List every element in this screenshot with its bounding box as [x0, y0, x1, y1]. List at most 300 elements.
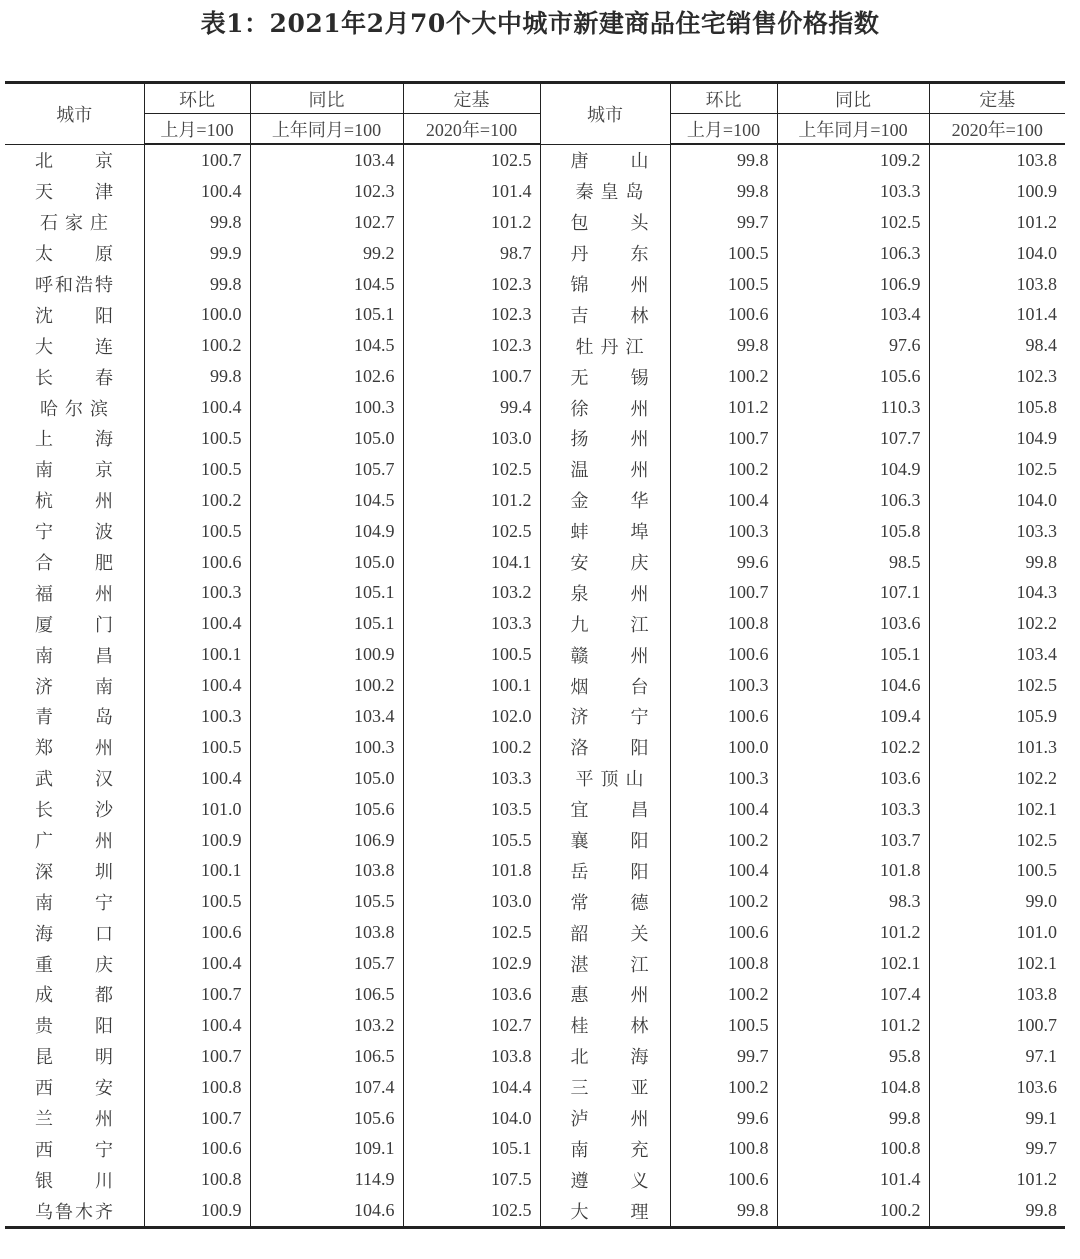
- city-name: 襄阳: [570, 831, 649, 852]
- city-cell: [5, 701, 144, 732]
- fixed-cell: 99.1: [929, 1103, 1065, 1134]
- yoy-cell: 105.6: [777, 361, 929, 392]
- city-name: 杭州: [35, 491, 113, 512]
- city-cell: [5, 516, 144, 547]
- mom-cell: 100.7: [144, 979, 250, 1010]
- fixed-cell: 100.2: [403, 732, 540, 763]
- fixed-base-right: 2020年=100: [929, 114, 1065, 145]
- city-cell: [5, 886, 144, 917]
- fixed-cell: 102.3: [403, 269, 540, 300]
- table-row: [5, 1041, 1065, 1072]
- city-name: 合肥: [35, 553, 113, 574]
- mom-cell: 100.5: [144, 423, 250, 454]
- yoy-cell: 107.1: [777, 577, 929, 608]
- mom-cell: 99.8: [670, 1195, 777, 1227]
- city-cell: [540, 794, 670, 825]
- fixed-cell: 105.1: [403, 1134, 540, 1165]
- city-cell: [540, 917, 670, 948]
- city-name: 南京: [35, 460, 113, 481]
- yoy-base-left: 上年同月=100: [250, 114, 403, 145]
- city-cell: [5, 238, 144, 269]
- city-cell: [5, 979, 144, 1010]
- city-name: 九江: [570, 614, 649, 635]
- city-name: 广州: [35, 831, 113, 852]
- yoy-cell: 104.5: [250, 485, 403, 516]
- mom-cell: 101.0: [144, 794, 250, 825]
- city-name: 三亚: [570, 1078, 649, 1099]
- mom-cell: 100.4: [144, 608, 250, 639]
- table-row: [5, 701, 1065, 732]
- yoy-cell: 104.5: [250, 330, 403, 361]
- mom-cell: 101.2: [670, 392, 777, 423]
- mom-cell: 100.1: [144, 639, 250, 670]
- city-cell: [540, 1041, 670, 1072]
- city-cell: [5, 454, 144, 485]
- city-cell: [540, 269, 670, 300]
- city-cell: [540, 1103, 670, 1134]
- city-name: 赣州: [570, 645, 649, 666]
- mom-cell: 100.4: [144, 763, 250, 794]
- city-name: 徐州: [570, 398, 649, 419]
- city-cell: [5, 763, 144, 794]
- fixed-cell: 102.5: [929, 670, 1065, 701]
- city-cell: [540, 1195, 670, 1227]
- mom-cell: 100.5: [144, 516, 250, 547]
- city-name: 上海: [35, 429, 113, 450]
- mom-cell: 100.5: [144, 886, 250, 917]
- yoy-cell: 100.3: [250, 392, 403, 423]
- yoy-cell: 104.9: [250, 516, 403, 547]
- city-name: 西宁: [35, 1139, 113, 1160]
- fixed-cell: 104.0: [929, 238, 1065, 269]
- city-name: 宜昌: [570, 800, 649, 821]
- fixed-header-right: 定基: [929, 83, 1065, 114]
- fixed-cell: 99.4: [403, 392, 540, 423]
- fixed-cell: 100.9: [929, 176, 1065, 207]
- city-name: 哈尔滨: [40, 398, 108, 419]
- yoy-cell: 105.7: [250, 948, 403, 979]
- city-cell: [540, 763, 670, 794]
- table-row: [5, 948, 1065, 979]
- fixed-cell: 103.8: [929, 144, 1065, 176]
- yoy-cell: 102.1: [777, 948, 929, 979]
- fixed-cell: 100.1: [403, 670, 540, 701]
- city-name: 洛阳: [570, 738, 649, 759]
- city-cell: [540, 238, 670, 269]
- mom-cell: 100.3: [670, 670, 777, 701]
- yoy-cell: 100.9: [250, 639, 403, 670]
- mom-cell: 100.6: [144, 1134, 250, 1165]
- yoy-cell: 103.6: [777, 608, 929, 639]
- fixed-cell: 99.0: [929, 886, 1065, 917]
- city-cell: [540, 361, 670, 392]
- mom-cell: 100.7: [144, 144, 250, 176]
- city-name: 包头: [570, 213, 649, 234]
- yoy-cell: 97.6: [777, 330, 929, 361]
- city-cell: [540, 1134, 670, 1165]
- header-row-top: [5, 83, 1065, 114]
- city-cell: [5, 608, 144, 639]
- city-name: 唐山: [570, 151, 649, 172]
- fixed-cell: 104.0: [403, 1103, 540, 1134]
- mom-cell: 99.9: [144, 238, 250, 269]
- yoy-cell: 105.6: [250, 794, 403, 825]
- yoy-cell: 98.3: [777, 886, 929, 917]
- city-name: 岳阳: [570, 861, 649, 882]
- table-row: [5, 763, 1065, 794]
- mom-cell: 100.4: [144, 670, 250, 701]
- city-cell: [540, 1164, 670, 1195]
- city-cell: [5, 825, 144, 856]
- fixed-cell: 99.8: [929, 1195, 1065, 1227]
- city-name: 济南: [35, 676, 113, 697]
- table-body: [5, 144, 1065, 1228]
- fixed-cell: 103.0: [403, 886, 540, 917]
- yoy-cell: 106.3: [777, 238, 929, 269]
- city-name: 遵义: [570, 1170, 649, 1191]
- city-cell: [5, 299, 144, 330]
- mom-cell: 100.3: [670, 763, 777, 794]
- yoy-cell: 114.9: [250, 1164, 403, 1195]
- mom-cell: 99.7: [670, 207, 777, 238]
- fixed-cell: 103.8: [929, 979, 1065, 1010]
- city-cell: [540, 855, 670, 886]
- city-name: 牡丹江: [575, 336, 644, 357]
- mom-cell: 100.2: [670, 1072, 777, 1103]
- city-cell: [5, 207, 144, 238]
- mom-cell: 99.8: [144, 269, 250, 300]
- city-name: 桂林: [570, 1016, 649, 1037]
- city-name: 南昌: [35, 645, 113, 666]
- yoy-cell: 103.4: [250, 144, 403, 176]
- table-row: [5, 825, 1065, 856]
- city-name: 贵阳: [35, 1016, 113, 1037]
- yoy-cell: 105.1: [250, 577, 403, 608]
- fixed-cell: 97.1: [929, 1041, 1065, 1072]
- yoy-cell: 100.8: [777, 1134, 929, 1165]
- table-row: [5, 639, 1065, 670]
- yoy-cell: 100.2: [777, 1195, 929, 1227]
- city-cell: [540, 485, 670, 516]
- city-name: 兰州: [35, 1109, 113, 1130]
- mom-cell: 100.1: [144, 855, 250, 886]
- city-cell: [5, 423, 144, 454]
- yoy-cell: 105.0: [250, 763, 403, 794]
- fixed-cell: 103.0: [403, 423, 540, 454]
- mom-cell: 100.8: [670, 1134, 777, 1165]
- city-cell: [5, 1041, 144, 1072]
- fixed-cell: 100.5: [929, 855, 1065, 886]
- city-cell: [540, 299, 670, 330]
- city-cell: [540, 176, 670, 207]
- city-header-right: 城市: [540, 83, 670, 145]
- table-title: 表1：2021年2月70个大中城市新建商品住宅销售价格指数: [200, 9, 880, 38]
- price-index-table: [5, 81, 1065, 1229]
- mom-cell: 100.4: [670, 794, 777, 825]
- city-name: 济宁: [570, 707, 649, 728]
- mom-cell: 100.0: [144, 299, 250, 330]
- fixed-cell: 101.4: [929, 299, 1065, 330]
- yoy-cell: 110.3: [777, 392, 929, 423]
- yoy-cell: 104.6: [777, 670, 929, 701]
- fixed-cell: 102.1: [929, 948, 1065, 979]
- mom-cell: 100.8: [144, 1164, 250, 1195]
- fixed-cell: 102.1: [929, 794, 1065, 825]
- yoy-cell: 102.6: [250, 361, 403, 392]
- mom-cell: 100.6: [670, 701, 777, 732]
- table-row: [5, 547, 1065, 578]
- city-name: 金华: [570, 491, 649, 512]
- mom-cell: 99.8: [144, 361, 250, 392]
- table-row: [5, 670, 1065, 701]
- yoy-cell: 101.2: [777, 1010, 929, 1041]
- table-row: [5, 144, 1065, 176]
- city-name: 蚌埠: [570, 522, 649, 543]
- mom-cell: 100.2: [144, 330, 250, 361]
- city-cell: [5, 670, 144, 701]
- table-row: [5, 1103, 1065, 1134]
- yoy-cell: 109.2: [777, 144, 929, 176]
- mom-cell: 100.4: [144, 392, 250, 423]
- yoy-cell: 99.8: [777, 1103, 929, 1134]
- city-name: 天津: [35, 182, 113, 203]
- mom-cell: 100.7: [144, 1041, 250, 1072]
- city-cell: [5, 176, 144, 207]
- city-cell: [540, 547, 670, 578]
- city-cell: [5, 1010, 144, 1041]
- fixed-cell: 102.0: [403, 701, 540, 732]
- city-name: 福州: [35, 583, 113, 604]
- city-name: 常德: [570, 892, 649, 913]
- yoy-cell: 98.5: [777, 547, 929, 578]
- city-name: 呼和浩特: [35, 275, 113, 295]
- fixed-cell: 102.9: [403, 948, 540, 979]
- mom-cell: 100.9: [144, 1195, 250, 1227]
- yoy-cell: 103.3: [777, 176, 929, 207]
- yoy-cell: 107.4: [777, 979, 929, 1010]
- table-row: [5, 855, 1065, 886]
- yoy-cell: 101.8: [777, 855, 929, 886]
- city-name: 沈阳: [35, 305, 113, 326]
- yoy-cell: 107.7: [777, 423, 929, 454]
- city-name: 武汉: [35, 769, 113, 790]
- city-cell: [540, 608, 670, 639]
- fixed-cell: 103.5: [403, 794, 540, 825]
- yoy-cell: 102.7: [250, 207, 403, 238]
- mom-cell: 100.4: [144, 1010, 250, 1041]
- city-cell: [540, 330, 670, 361]
- mom-cell: 100.5: [144, 732, 250, 763]
- city-cell: [5, 330, 144, 361]
- fixed-cell: 103.3: [929, 516, 1065, 547]
- city-cell: [540, 454, 670, 485]
- city-name: 宁波: [35, 522, 113, 543]
- yoy-cell: 105.6: [250, 1103, 403, 1134]
- table-row: [5, 485, 1065, 516]
- mom-cell: 100.6: [670, 917, 777, 948]
- fixed-cell: 101.4: [403, 176, 540, 207]
- city-name: 石家庄: [40, 213, 108, 234]
- mom-cell: 100.2: [670, 361, 777, 392]
- city-cell: [5, 1164, 144, 1195]
- fixed-cell: 102.5: [403, 917, 540, 948]
- yoy-cell: 105.5: [250, 886, 403, 917]
- yoy-cell: 103.4: [250, 701, 403, 732]
- city-name: 惠州: [570, 985, 649, 1006]
- fixed-cell: 103.3: [403, 763, 540, 794]
- city-cell: [540, 825, 670, 856]
- city-name: 无锡: [570, 367, 649, 388]
- fixed-cell: 101.3: [929, 732, 1065, 763]
- city-cell: [540, 670, 670, 701]
- fixed-cell: 107.5: [403, 1164, 540, 1195]
- fixed-cell: 102.5: [929, 825, 1065, 856]
- city-name: 吉林: [570, 305, 649, 326]
- city-name: 成都: [35, 985, 113, 1006]
- city-cell: [540, 392, 670, 423]
- yoy-cell: 103.8: [250, 855, 403, 886]
- city-name: 长春: [35, 367, 113, 388]
- fixed-cell: 101.2: [403, 485, 540, 516]
- city-name: 厦门: [35, 614, 113, 635]
- table-row: [5, 1195, 1065, 1227]
- city-name: 大理: [570, 1201, 649, 1222]
- table-row: [5, 392, 1065, 423]
- city-cell: [5, 577, 144, 608]
- yoy-cell: 103.7: [777, 825, 929, 856]
- mom-cell: 100.2: [670, 454, 777, 485]
- mom-cell: 100.7: [670, 423, 777, 454]
- yoy-cell: 101.4: [777, 1164, 929, 1195]
- city-cell: [5, 485, 144, 516]
- city-name: 平顶山: [575, 769, 644, 790]
- yoy-cell: 107.4: [250, 1072, 403, 1103]
- city-name: 锦州: [570, 275, 649, 295]
- yoy-cell: 104.5: [250, 269, 403, 300]
- yoy-cell: 105.1: [777, 639, 929, 670]
- fixed-cell: 103.6: [929, 1072, 1065, 1103]
- mom-cell: 100.0: [670, 732, 777, 763]
- city-cell: [540, 732, 670, 763]
- yoy-cell: 109.4: [777, 701, 929, 732]
- table-row: [5, 608, 1065, 639]
- yoy-cell: 104.6: [250, 1195, 403, 1227]
- table-row: [5, 454, 1065, 485]
- city-name: 大连: [35, 336, 113, 357]
- city-cell: [540, 144, 670, 176]
- city-cell: [540, 886, 670, 917]
- city-name: 乌鲁木齐: [35, 1201, 113, 1222]
- fixed-cell: 103.2: [403, 577, 540, 608]
- city-name: 泉州: [570, 583, 649, 604]
- mom-base-right: 上月=100: [670, 114, 777, 145]
- table-row: [5, 917, 1065, 948]
- mom-cell: 100.6: [144, 917, 250, 948]
- table-row: [5, 1164, 1065, 1195]
- mom-cell: 100.3: [144, 701, 250, 732]
- fixed-cell: 100.5: [403, 639, 540, 670]
- mom-cell: 99.8: [670, 176, 777, 207]
- city-name: 北京: [35, 151, 113, 172]
- city-cell: [5, 1134, 144, 1165]
- fixed-cell: 103.4: [929, 639, 1065, 670]
- mom-cell: 100.9: [144, 825, 250, 856]
- city-name: 昆明: [35, 1047, 113, 1068]
- header-row-base: [5, 114, 1065, 145]
- mom-cell: 100.4: [144, 948, 250, 979]
- city-name: 北海: [570, 1047, 649, 1068]
- fixed-cell: 104.0: [929, 485, 1065, 516]
- fixed-cell: 101.0: [929, 917, 1065, 948]
- city-cell: [5, 547, 144, 578]
- yoy-cell: 101.2: [777, 917, 929, 948]
- mom-cell: 100.7: [670, 577, 777, 608]
- city-cell: [540, 701, 670, 732]
- yoy-header-left: 同比: [250, 83, 403, 114]
- fixed-cell: 98.7: [403, 238, 540, 269]
- fixed-cell: 102.5: [403, 516, 540, 547]
- fixed-cell: 104.1: [403, 547, 540, 578]
- yoy-cell: 109.1: [250, 1134, 403, 1165]
- city-cell: [5, 392, 144, 423]
- fixed-cell: 102.3: [403, 330, 540, 361]
- fixed-base-left: 2020年=100: [403, 114, 540, 145]
- city-name: 南充: [570, 1139, 649, 1160]
- mom-cell: 100.2: [670, 825, 777, 856]
- city-name: 秦皇岛: [575, 182, 644, 203]
- mom-cell: 100.4: [670, 855, 777, 886]
- fixed-cell: 101.8: [403, 855, 540, 886]
- yoy-cell: 106.5: [250, 1041, 403, 1072]
- fixed-cell: 99.7: [929, 1134, 1065, 1165]
- mom-cell: 100.2: [670, 979, 777, 1010]
- fixed-cell: 104.4: [403, 1072, 540, 1103]
- city-cell: [5, 1072, 144, 1103]
- city-name: 安庆: [570, 553, 649, 574]
- fixed-cell: 102.5: [929, 454, 1065, 485]
- table-row: [5, 1010, 1065, 1041]
- fixed-cell: 102.7: [403, 1010, 540, 1041]
- mom-cell: 100.6: [670, 299, 777, 330]
- fixed-cell: 100.7: [929, 1010, 1065, 1041]
- fixed-cell: 103.3: [403, 608, 540, 639]
- yoy-cell: 103.2: [250, 1010, 403, 1041]
- table-row: [5, 269, 1065, 300]
- city-name: 长沙: [35, 800, 113, 821]
- yoy-cell: 105.1: [250, 608, 403, 639]
- fixed-cell: 102.5: [403, 454, 540, 485]
- yoy-cell: 105.7: [250, 454, 403, 485]
- fixed-cell: 102.2: [929, 763, 1065, 794]
- mom-cell: 100.3: [144, 577, 250, 608]
- fixed-cell: 102.5: [403, 144, 540, 176]
- city-cell: [540, 979, 670, 1010]
- fixed-cell: 105.8: [929, 392, 1065, 423]
- yoy-cell: 95.8: [777, 1041, 929, 1072]
- fixed-cell: 102.3: [403, 299, 540, 330]
- city-name: 丹东: [570, 244, 649, 265]
- table-row: [5, 516, 1065, 547]
- yoy-cell: 102.3: [250, 176, 403, 207]
- mom-cell: 100.3: [670, 516, 777, 547]
- mom-cell: 100.8: [670, 608, 777, 639]
- yoy-cell: 103.6: [777, 763, 929, 794]
- mom-cell: 100.7: [144, 1103, 250, 1134]
- city-cell: [5, 361, 144, 392]
- city-name: 青岛: [35, 707, 113, 728]
- mom-cell: 100.8: [670, 948, 777, 979]
- city-name: 银川: [35, 1170, 113, 1191]
